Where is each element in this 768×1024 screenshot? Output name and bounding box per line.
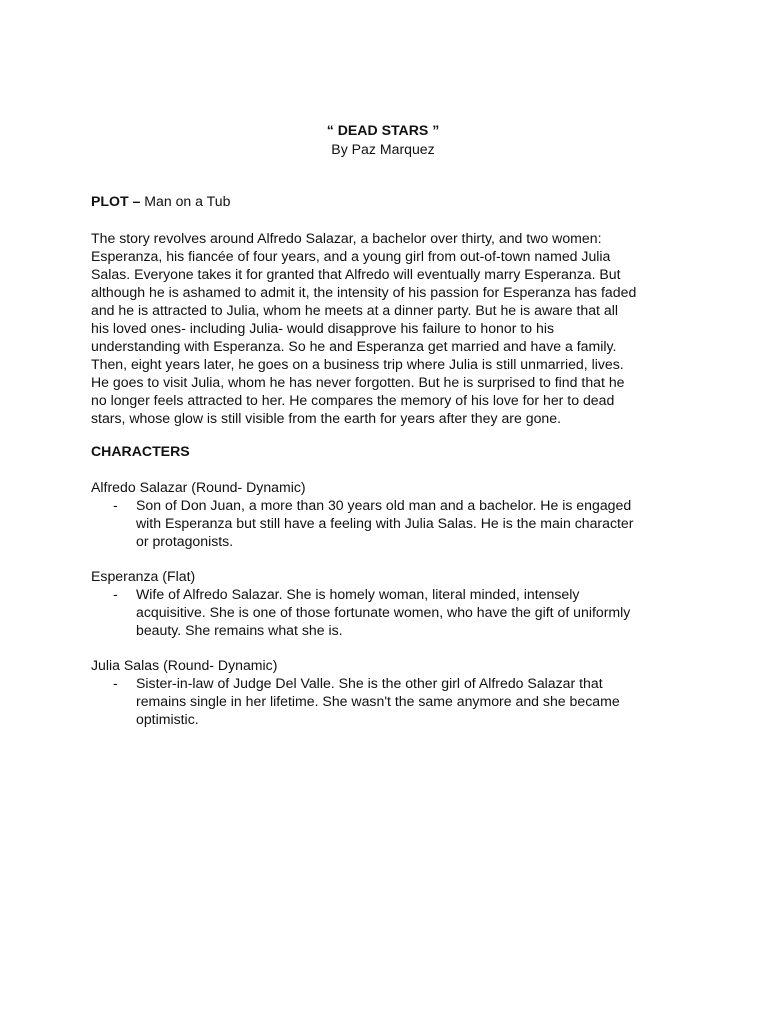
summary-line: The story revolves around Alfredo Salazar, a bachelor over thirty, and two women:	[91, 230, 602, 246]
characters-heading: CHARACTERS	[91, 443, 190, 459]
character-name: Julia Salas (Round- Dynamic)	[91, 657, 278, 673]
plot-summary	[91, 229, 691, 427]
summary-line: although he is ashamed to admit it, the intensity of his passion for Esperanza has faded	[91, 284, 637, 300]
description-line: acquisitive. She is one of those fortunate women, who have the gift of uniformly	[136, 604, 631, 620]
plot-label: PLOT –	[91, 193, 141, 209]
character-description	[91, 496, 691, 550]
summary-line: stars, whose glow is still visible from the earth for years after they are gone.	[91, 410, 561, 426]
character-entry-alfredo	[91, 478, 691, 550]
character-entry-esperanza	[91, 567, 691, 639]
list-bullet: -	[113, 675, 118, 691]
description-line: or protagonists.	[136, 533, 234, 549]
summary-line: no longer feels attracted to her. He compares the memory of his love for her to dead	[91, 392, 615, 408]
document-title: “ DEAD STARS ”	[326, 122, 440, 138]
document-author: By Paz Marquez	[331, 141, 435, 157]
plot-line	[91, 192, 230, 210]
title-block	[91, 121, 675, 158]
summary-line: Salas. Everyone takes it for granted that Alfredo will eventually marry Esperanza. But	[91, 266, 621, 282]
character-name: Esperanza (Flat)	[91, 568, 196, 584]
plot-value: Man on a Tub	[140, 193, 231, 209]
summary-line: He goes to visit Julia, whom he has never forgotten. But he is surprised to find that he	[91, 374, 625, 390]
character-description	[91, 585, 691, 639]
description-line: Wife of Alfredo Salazar. She is homely woman, literal minded, intensely	[136, 586, 580, 602]
summary-line: understanding with Esperanza. So he and Esperanza get married and have a family.	[91, 338, 617, 354]
list-bullet: -	[113, 586, 118, 602]
character-entry-julia	[91, 656, 691, 728]
description-line: Sister-in-law of Judge Del Valle. She is the other girl of Alfredo Salazar that	[136, 675, 603, 691]
summary-line: his loved ones- including Julia- would disapprove his failure to honor to his	[91, 320, 555, 336]
description-line: beauty. She remains what she is.	[136, 622, 343, 638]
description-line: optimistic.	[136, 711, 199, 727]
summary-line: Esperanza, his fiancée of four years, and a young girl from out-of-town named Julia	[91, 248, 611, 264]
summary-line: and he is attracted to Julia, whom he meets at a dinner party. But he is aware that all	[91, 302, 618, 318]
description-line: Son of Don Juan, a more than 30 years old man and a bachelor. He is engaged	[136, 497, 632, 513]
character-name: Alfredo Salazar (Round- Dynamic)	[91, 479, 306, 495]
description-line: remains single in her lifetime. She wasn't the same anymore and she became	[136, 693, 620, 709]
character-description	[91, 674, 691, 728]
list-bullet: -	[113, 497, 118, 513]
summary-line: Then, eight years later, he goes on a business trip where Julia is still unmarried, lives.	[91, 356, 624, 372]
description-line: with Esperanza but still have a feeling with Julia Salas. He is the main character	[136, 515, 634, 531]
